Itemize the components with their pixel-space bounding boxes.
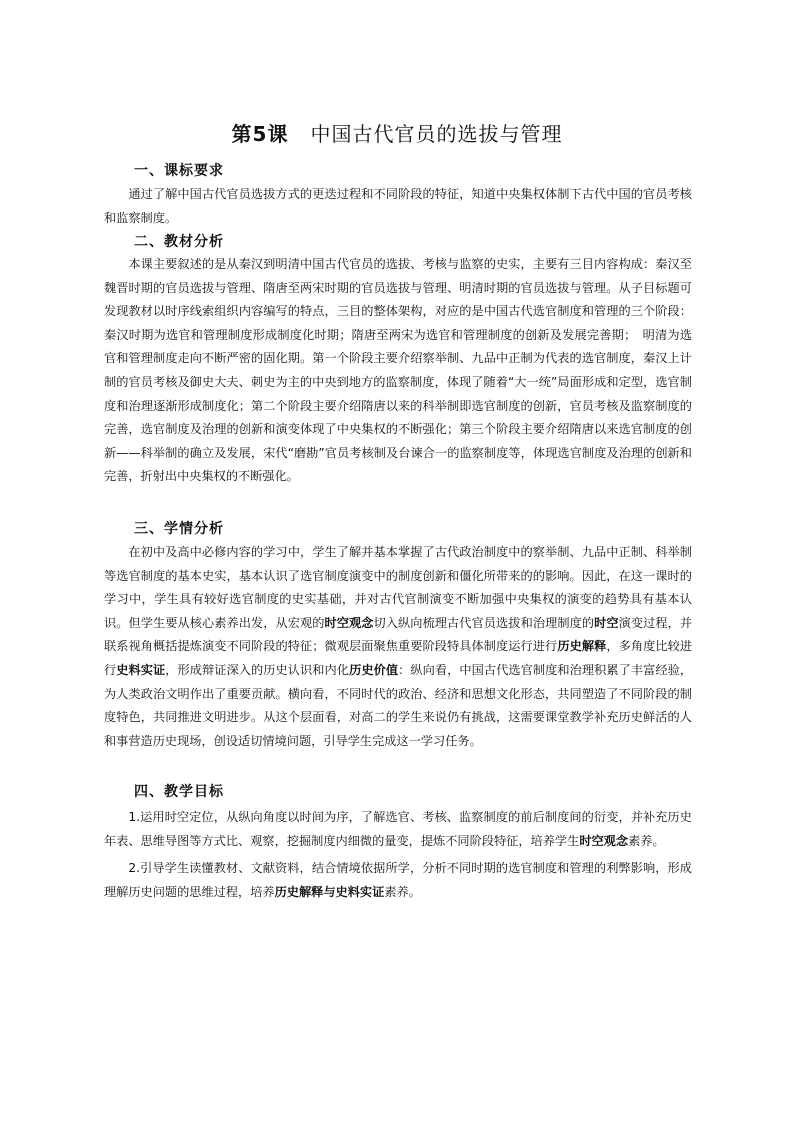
text-run: 素养。 [384, 884, 421, 899]
text-run: 在初中及高中必修内容的学习中，学生了解并基本掌握了古代政治制度中的察举制、九品中正制、科举制等选官制度的基本史实，基本认识了选官制度演变中的制度创新和僵化所带来的的影响。因此，在这一课时的学习中，学生具有较好选官制度的史实基础，并对古代官制演变不断加强中央集权的演变的趋势具有基本认识。但学生要从核心素养出发，从宏观的 [104, 545, 692, 630]
emphasis-text: 历史解释与史料实证 [274, 884, 385, 899]
paragraph: 本课主要叙述的是从秦汉到明清中国古代官员的选拔、考核与监察的史实，主要有三目内容构成：秦汉至魏晋时期的官员选拔与管理、隋唐至两宋时期的官员选拔与管理、明清时期的官员选拔与管理。从子目标题可发现教材以时序线索组织内容编写的特点，三目的整体架构，对应的是中国古代选官制度和管理的三个阶段：秦汉时期为选官和管理制度形成制度化时期；隋唐至两宋为选官和管理制度的创新及发展完善期； 明清为选官和管理制度走向不断严密的固化期。第一个阶段主要介绍察举制、九品中正制为代表的选官制度，秦汉上计制的官员考核及御史大夫、刺史为主的中央到地方的监察制度，体现了随着“大一统”局面形成和定型，选官制度和治理逐渐形成制度化；第二个阶段主要介绍隋唐以来的科举制即选官制度的创新，官员考核及监察制度的完善，选官制度及治理的创新和演变体现了中央集权的不断强化；第三个阶段主要介绍隋唐以来选官制度的创新——科举制的确立及发展，宋代“磨勘”官员考核制及台谏合一的监察制度等，体现选官制度及治理的创新和完善，折射出中央集权的不断强化。 [104, 257, 692, 484]
text-run: ，多角度比较进行 [104, 639, 693, 677]
section-body-student-analysis [104, 541, 692, 753]
emphasis-text: 时空观念 [324, 615, 374, 630]
text-run: 2.引导学生读懂教材、文献资料，结合情境依据所学，分析不同时期的选官制度和管理的利弊影响，形成理解历史问题的思维过程，培养 [104, 861, 692, 899]
paragraph [104, 541, 692, 753]
lesson-title-text: 中国古代官员的选拔与管理 [310, 122, 563, 146]
section-body-curriculum [104, 183, 692, 230]
section-heading-student-analysis: 三、学情分析 [134, 521, 224, 537]
section-heading-curriculum: 一、课标要求 [134, 163, 224, 179]
goal-item [104, 806, 692, 853]
text-run: 切入纵向梳理古代官员选拔和治理制度的 [373, 615, 595, 630]
text-run: 1.运用时空定位，从纵向角度以时间为序，了解选官、考核、监察制度的前后制度间的衍变，并补充历史年表、思维导图等方式比、观察，挖掘制度内细微的量变，提炼不同阶段特征，培养学生 [104, 810, 692, 848]
section-body-textbook-analysis [104, 253, 692, 489]
text-run: ：纵向看，中国古代选官制度和治理积累了丰富经验，为人类政治文明作出了重要贡献。横向看，不同时代的政治、经济和思想文化形态，共同塑造了不同阶段的制度特色，共同推进文明进步。从这个层面看，对高二的学生来说仍有挑战，这需要课堂教学补充历史鲜活的人和事营造历史现场，创设适切情境问题，引导学生完成这一学习任务。 [104, 662, 693, 748]
section-heading-teaching-goals: 四、教学目标 [134, 784, 224, 800]
emphasis-text: 历史价值 [349, 662, 399, 677]
lesson-title [0, 118, 794, 150]
text-run: 演变过程，并联系视角概括提炼演变不同阶段的特征；微观层面聚焦重要阶段特具体制度运行进行 [104, 615, 693, 654]
emphasis-text: 时空 [594, 615, 619, 630]
goal-item [104, 857, 692, 904]
paragraph: 通过了解中国古代官员选拔方式的更迭过程和不同阶段的特征，知道中央集权体制下古代中国的官员考核和监察制度。 [104, 187, 692, 225]
text-run: 素养。 [628, 833, 665, 848]
section-heading-textbook-analysis: 二、教材分析 [134, 234, 224, 250]
lesson-number: 第5课 [231, 122, 289, 146]
text-run: ，形成辩证深入的历史认识和内化 [165, 662, 350, 677]
section-body-teaching-goals [104, 806, 692, 904]
emphasis-text: 史料实证 [116, 662, 166, 677]
emphasis-text: 历史解释 [557, 639, 607, 654]
emphasis-text: 时空观念 [579, 833, 629, 848]
